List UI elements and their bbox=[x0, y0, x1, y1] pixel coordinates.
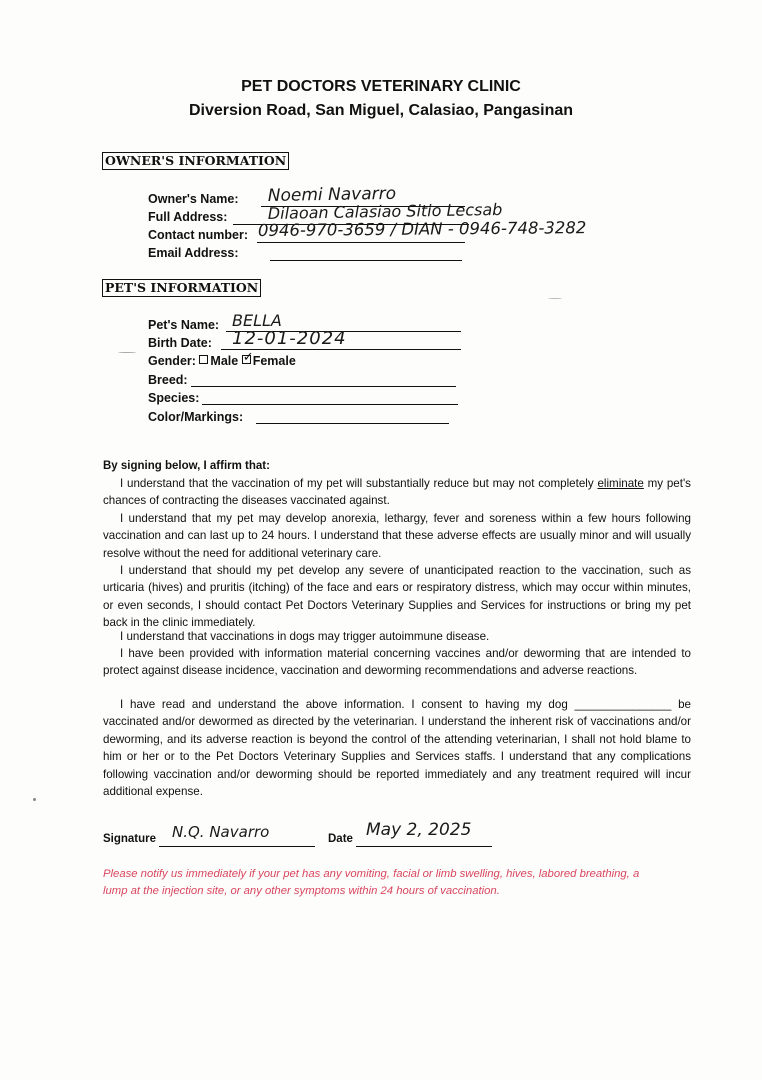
affirmation-paragraph-5: I have been provided with information material concerning vaccines and/or deworming that are intended to protect against disease incidence, vaccination and deworming recommendations and adverse reactions. bbox=[103, 647, 691, 678]
full-address-label: Full Address: bbox=[148, 210, 228, 224]
scan-speck bbox=[548, 298, 562, 299]
breed-label: Breed: bbox=[148, 373, 188, 387]
species-line[interactable] bbox=[202, 404, 458, 405]
paragraph-6-text-b: be vaccinated and/or dewormed as directed by the veterinarian. I understand the inherent risk of vaccinations and/or deworming, and its adverse reaction is beyond the control of the attending veterinarian, I shall not hold blame to him or her or to the Pet Doctors Veterinary Supplies and Services staffs. I understand that any complications following vaccination and/or deworming should be reported immediately and any treatment required will incur additional expense. bbox=[103, 698, 691, 799]
dog-name-blank[interactable]: _______________ bbox=[574, 698, 672, 711]
owner-name-value[interactable]: Noemi Navarro bbox=[267, 183, 397, 206]
signature-value[interactable]: N.Q. Navarro bbox=[172, 823, 270, 841]
scan-speck bbox=[118, 352, 136, 353]
male-option-label: Male bbox=[210, 354, 239, 368]
affirmation-heading: By signing below, I affirm that: bbox=[103, 460, 270, 472]
birth-date-line bbox=[221, 349, 461, 350]
birth-date-label: Birth Date: bbox=[148, 336, 212, 350]
check-mark-icon: ✓ bbox=[242, 350, 254, 365]
affirmation-paragraph-3: I understand that should my pet develop any severe of unanticipated reaction to the vaccination, such as urticaria (hives) and pruritis (itching) of the face and ears or respiratory distress, which may occur within minutes, or even seconds, I should contact Pet Doctors Veterinary Supplies and Services for instructions or bring my pet back in the clinic immediately. bbox=[103, 564, 691, 630]
birth-date-value[interactable]: 12-01-2024 bbox=[232, 328, 347, 349]
clinic-address: Diversion Road, San Miguel, Calasiao, Pangasinan bbox=[188, 102, 574, 119]
gender-label: Gender: bbox=[148, 354, 196, 368]
paragraph-1-text-a: I understand that the vaccination of my pet will substantially reduce but may not completely bbox=[120, 477, 594, 490]
affirmation-paragraph-6 bbox=[103, 696, 691, 800]
email-address-label: Email Address: bbox=[148, 246, 239, 260]
gender-row bbox=[148, 350, 296, 368]
owner-section-heading: OWNER'S INFORMATION bbox=[102, 152, 289, 170]
species-label: Species: bbox=[148, 391, 200, 405]
paragraph-1-text-b: my pet's chances of contracting the diseases vaccinated against. bbox=[103, 477, 691, 508]
date-line bbox=[356, 846, 492, 847]
full-address-value[interactable]: Dilaoan Calasiao Sitio Lecsab bbox=[267, 199, 503, 223]
affirmation-paragraph-1 bbox=[103, 475, 691, 510]
breed-line[interactable] bbox=[191, 386, 456, 387]
pet-section-heading: PET'S INFORMATION bbox=[102, 279, 261, 297]
date-label: Date bbox=[328, 833, 353, 845]
affirmation-paragraph-2: I understand that my pet may develop anorexia, lethargy, fever and soreness within a few hours following vaccination and can last up to 24 hours. I understand that these adverse effects are usually minor and will usually resolve without the need for additional veterinary care. bbox=[103, 512, 691, 560]
contact-number-value[interactable]: 0946-970-3659 / DIAN - 0946-748-3282 bbox=[257, 218, 587, 240]
color-markings-line[interactable] bbox=[256, 423, 449, 424]
contact-number-line bbox=[257, 242, 465, 243]
paragraph-6-text-a: I have read and understand the above information. I consent to having my dog bbox=[120, 698, 568, 711]
pet-name-value[interactable]: BELLA bbox=[232, 311, 282, 330]
owner-name-label: Owner's Name: bbox=[148, 192, 239, 206]
pet-name-label: Pet's Name: bbox=[148, 318, 220, 332]
contact-number-label: Contact number: bbox=[148, 228, 248, 242]
signature-label: Signature bbox=[103, 833, 157, 845]
signature-line bbox=[159, 846, 315, 847]
color-markings-label: Color/Markings: bbox=[148, 410, 244, 424]
male-checkbox[interactable] bbox=[199, 355, 208, 364]
clinic-name: PET DOCTORS VETERINARY CLINIC bbox=[241, 78, 521, 95]
date-value[interactable]: May 2, 2025 bbox=[366, 820, 472, 840]
post-vaccination-notice: Please notify us immediately if your pet has any vomiting, facial or limb swelling, hives, labored breathing, a lump at the injection site, or any other symptoms within 24 hours of vaccination. bbox=[103, 868, 640, 897]
affirmation-paragraph-4: I understand that vaccinations in dogs may trigger autoimmune disease. bbox=[120, 630, 490, 643]
female-option-label: Female bbox=[252, 354, 296, 368]
scan-speck bbox=[33, 798, 36, 801]
paragraph-1-underlined: eliminate bbox=[597, 477, 644, 490]
female-checkbox[interactable] bbox=[242, 350, 254, 365]
email-address-line[interactable] bbox=[270, 260, 462, 261]
